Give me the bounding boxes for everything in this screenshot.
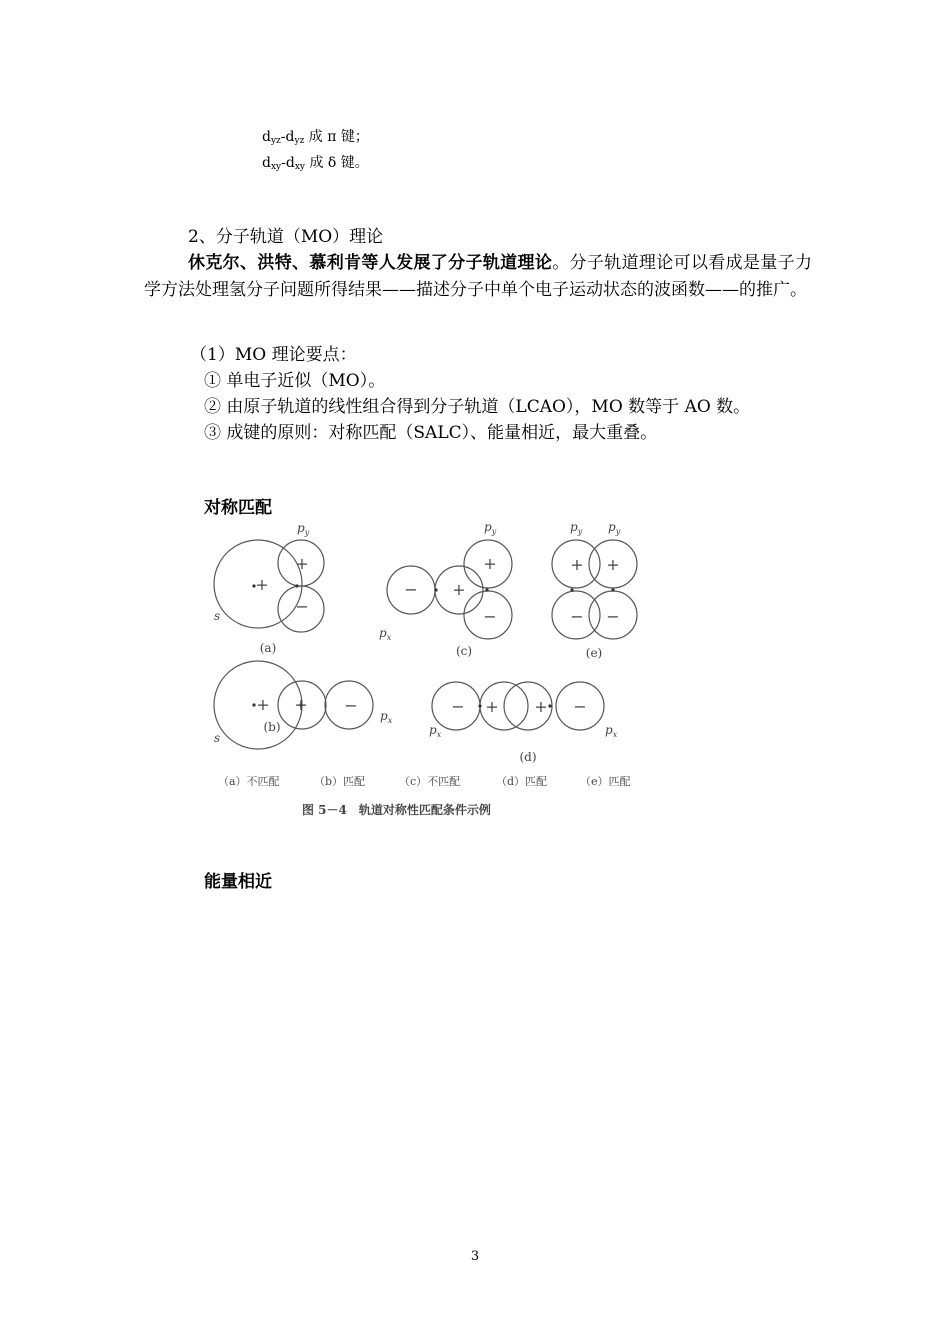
bond-line-pi: $d_{yz}-d_{yz}$ 成 π 键； — [262, 129, 369, 146]
label-s: s — [214, 609, 221, 623]
subheading-symmetry: 对称匹配 — [204, 498, 272, 518]
legend-b: （b）匹配 — [314, 775, 366, 788]
sign-minus: − — [483, 607, 497, 626]
label-py: $p_y$ — [570, 520, 583, 536]
legend-d: （d）匹配 — [496, 775, 548, 788]
sign-plus: + — [534, 697, 548, 716]
sign-minus: − — [451, 697, 465, 716]
panel-label-d: (d) — [519, 750, 537, 764]
orbital-diagram — [196, 512, 676, 824]
subheading-energy: 能量相近 — [204, 872, 272, 892]
label-px: $p_x$ — [605, 723, 618, 739]
sign-minus: − — [573, 697, 587, 716]
point-item: ③ 成键的原则：对称匹配（SALC）、能量相近，最大重叠。 — [204, 423, 658, 443]
sign-minus: − — [606, 607, 620, 626]
intro-paragraph — [144, 250, 812, 304]
page-number: 3 — [470, 1249, 480, 1264]
sign-minus: − — [344, 696, 358, 715]
sign-plus: + — [570, 555, 584, 574]
label-py: $p_y$ — [297, 521, 310, 537]
sign-minus: − — [570, 607, 584, 626]
section-title: 2、分子轨道（MO）理论 — [188, 227, 384, 247]
sign-plus: + — [295, 554, 309, 573]
panel-label-c: (c) — [455, 644, 473, 658]
panel-label-a: (a) — [259, 641, 277, 655]
legend-e: （e）匹配 — [580, 775, 631, 788]
label-px: $p_x$ — [380, 709, 393, 725]
paragraph-bold: 休克尔、洪特、慕利肯等人发展了分子轨道理论 — [188, 253, 553, 273]
sign-plus: + — [255, 575, 269, 594]
panel-label-e: (e) — [585, 646, 603, 660]
label-s: s — [214, 731, 221, 745]
sign-plus: + — [606, 555, 620, 574]
point-item: ② 由原子轨道的线性组合得到分子轨道（LCAO），MO 数等于 AO 数。 — [204, 397, 751, 417]
paragraph-rest: 。分子轨道理论可以看成是量子力学方法处理氢分子问题所得结果——描述分子中单个电子运动状态的波函数——的推广。 — [144, 253, 813, 300]
points-heading: （1）MO 理论要点： — [190, 345, 357, 365]
sign-plus: + — [294, 695, 308, 714]
sign-minus: − — [404, 580, 418, 599]
sign-minus: − — [295, 597, 309, 616]
label-py: $p_y$ — [608, 520, 621, 536]
panel-label-b: (b) — [263, 720, 281, 734]
sign-plus: + — [483, 554, 497, 573]
sign-plus: + — [256, 695, 270, 714]
legend-c: （c）不匹配 — [399, 775, 461, 788]
sign-plus: + — [485, 697, 499, 716]
point-item: ① 单电子近似（MO）。 — [204, 371, 386, 391]
figure-caption: 图 5－4 轨道对称性匹配条件示例 — [302, 803, 491, 817]
label-px: $p_x$ — [429, 723, 442, 739]
label-px: $p_x$ — [379, 626, 392, 642]
label-py: $p_y$ — [484, 520, 497, 536]
bond-line-delta: $d_{xy}-d_{xy}$ 成 δ 键。 — [262, 155, 369, 172]
sign-plus: + — [452, 580, 466, 599]
legend-a: （a）不匹配 — [218, 775, 280, 788]
orbital-symmetry-figure — [196, 512, 676, 824]
